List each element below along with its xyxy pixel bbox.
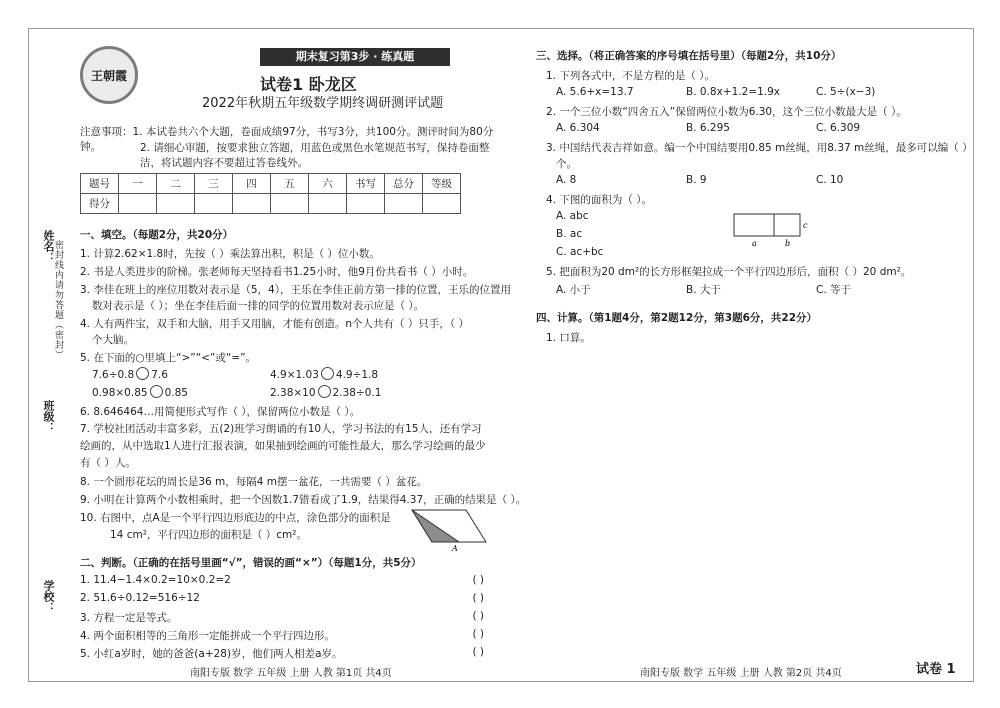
fill-q10-a: 10. 右图中，点A是一个平行四边形底边的中点，涂色部分的面积是 [80,512,391,524]
notes-line-1: 注意事项：1. 本试卷共六个大题，卷面成绩97分，书写3分，共100分。测评时间为80分钟。 [80,126,494,153]
score-cell[interactable] [309,194,347,214]
fill-q9: 9. 小明在计算两个小数相乘时，把一个因数1.7错看成了1.9，结果得4.37，正确的结果是（ ）。 [80,494,527,506]
score-header-cell: 题号 [81,174,119,194]
fill-q3-b: 数对表示是（ ）；坐在李佳后面一排的同学的位置用数对表示应是（ ）。 [92,300,425,312]
score-header-cell: 六 [309,174,347,194]
score-header-cell: 三 [195,174,233,194]
footer-left: 南阳专版 数学 五年级 上册 人教 第1页 共4页 [190,668,392,679]
score-header-cell: 总分 [385,174,423,194]
binding-margin [34,120,78,640]
answer-paren[interactable]: ( ) [472,628,484,640]
answer-paren[interactable]: ( ) [472,610,484,622]
class-label: 班级： [42,400,55,433]
page-label: 试卷 1 [916,662,956,677]
section-4-heading: 四、计算。（第1题4分，第2题12分，第3题6分，共22分） [536,312,818,324]
compare-row-1b: 4.9×1.03 4.9÷1.8 [270,369,379,381]
score-cell[interactable] [271,194,309,214]
score-header-cell: 二 [157,174,195,194]
side-b-label: b [785,239,791,248]
rectangle-figure [732,212,812,248]
choice-q4-option-b: B. ac [556,228,583,240]
notes-line-2: 2. 请细心审题，按要求独立答题，用蓝色或黑色水笔规范书写，保持卷面整洁，将试题内容不要超过答卷线外。 [140,142,490,169]
score-header-cell: 等级 [423,174,461,194]
brand-logo: 王朝霞 [80,46,138,104]
section-2-heading: 二、判断。（正确的在括号里画“√”，错误的画“×”）（每题1分，共5分） [80,557,422,569]
score-cell[interactable] [347,194,385,214]
score-table-row [81,174,461,194]
score-cell[interactable] [119,194,157,214]
answer-paren[interactable]: ( ) [472,574,484,586]
choice-q4-option-a: A. abc [556,210,589,222]
section-3-heading: 三、选择。（将正确答案的序号填在括号里）（每题2分，共10分） [536,50,842,62]
score-table [80,173,461,214]
score-header-cell: 书写 [347,174,385,194]
judge-item: 1. 11.4−1.4×0.2=10×0.2=2 ( ) [80,574,484,586]
compare-row-1a: 7.6÷0.8 7.6 [92,369,168,381]
score-cell[interactable] [195,194,233,214]
choice-q1: 1. 下列各式中，不是方程的是（ ）。 [546,70,715,82]
score-header-cell: 五 [271,174,309,194]
score-table-row [81,194,461,214]
school-label: 学校： [42,580,55,613]
score-cell[interactable] [157,194,195,214]
fill-q5: 5. 在下面的○里填上“>”“<”或“=”。 [80,352,257,364]
choice-q1-options: A. 5.6+x=13.7 B. 0.8x+1.2=1.9x C. 5÷(x−3) [556,86,876,98]
name-label: 姓名： [42,230,55,263]
compare-circle[interactable] [150,385,163,398]
score-header-cell: 一 [119,174,157,194]
choice-q3-a: 3. 中国结代表吉祥如意。编一个中国结要用0.85 m丝绳，用8.37 m丝绳，最多可以编（ ） [546,142,973,154]
fill-q2: 2. 书是人类进步的阶梯。张老师每天坚持看书1.25小时，他9月份共看书（ ）小时。 [80,266,474,278]
paper-title: 试卷1 卧龙区 [260,75,357,94]
parallelogram-figure [410,508,490,552]
footer-right: 南阳专版 数学 五年级 上册 人教 第2页 共4页 [640,668,842,679]
score-header-cell: 四 [233,174,271,194]
answer-paren[interactable]: ( ) [472,592,484,604]
choice-q5-options: A. 小于 B. 大于 C. 等于 [556,284,852,296]
score-cell[interactable] [423,194,461,214]
score-cell[interactable] [233,194,271,214]
fill-q7: 7. 学校社团活动丰富多彩，五(2)班学习朗诵的有10人，学习书法的有15人，还有学习绘画的，从中选取1人进行汇报表演，如果抽到绘画的可能性最大，那么学习绘画的最少有（ ）人。 [80,423,486,469]
fill-q4-b: 个大脑。 [92,334,134,346]
answer-paren[interactable]: ( ) [472,646,484,658]
side-a-label: a [752,239,757,248]
choice-q3-options: A. 8 B. 9 C. 10 [556,174,844,186]
review-banner: 期末复习第3步 · 练真题 [260,48,450,66]
score-label-cell: 得分 [81,194,119,214]
choice-q4-option-c: C. ac+bc [556,246,604,258]
choice-q3-b: 个。 [556,158,577,170]
fill-q10-b: 14 cm²，平行四边形的面积是（ ）cm²。 [110,529,307,541]
section-1-heading: 一、填空。（每题2分，共20分） [80,229,234,241]
choice-q2: 2. 一个三位小数“四舍五入”保留两位小数为6.30，这个三位小数最大是（ ）。 [546,106,907,118]
compare-row-2b: 2.38×10 2.38÷0.1 [270,387,382,399]
fill-q8: 8. 一个圆形花坛的周长是36 m，每隔4 m摆一盆花，一共需要（ ）盆花。 [80,476,428,488]
choice-q4: 4. 下图的面积为（ ）。 [546,194,652,206]
point-a-label: A [452,544,458,552]
choice-q5: 5. 把面积为20 dm²的长方形框架拉成一个平行四边形后，面积（ ）20 dm²。 [546,266,912,278]
compare-circle[interactable] [136,367,149,380]
fill-q1: 1. 计算2.62×1.8时，先按（ ）乘法算出积，积是（ ）位小数。 [80,248,380,260]
compare-circle[interactable] [321,367,334,380]
score-cell[interactable] [385,194,423,214]
fill-q3-a: 3. 李佳在班上的座位用数对表示是（5，4），王乐在李佳正前方第一排的位置，王乐的位置用 [80,284,511,296]
choice-q2-options: A. 6.304 B. 6.295 C. 6.309 [556,122,861,134]
paper-subtitle: 2022年秋期五年级数学期终调研测评试题 [202,96,444,111]
judge-item: 5. 小红a岁时，她的爸爸(a+28)岁，他们两人相差a岁。 ( ) [80,646,484,660]
fill-q4-a: 4. 人有两件宝，双手和大脑，用手又用脑，才能有创造。n个人共有（ ）只手，（ ） [80,318,469,330]
judge-item: 3. 方程一定是等式。 ( ) [80,610,484,624]
fill-q6: 6. 8.646464…用简便形式写作（ ），保留两位小数是（ ）。 [80,406,361,418]
judge-item: 2. 51.6÷0.12=516÷12 ( ) [80,592,484,604]
side-c-label: c [803,221,808,230]
compare-circle[interactable] [318,385,331,398]
calc-sub-1: 1. 口算。 [546,332,591,344]
compare-row-2a: 0.98×0.85 0.85 [92,387,188,399]
judge-item: 4. 两个面积相等的三角形一定能拼成一个平行四边形。 ( ) [80,628,484,642]
seal-note: 密封线内请勿答题（密封） [53,240,63,360]
